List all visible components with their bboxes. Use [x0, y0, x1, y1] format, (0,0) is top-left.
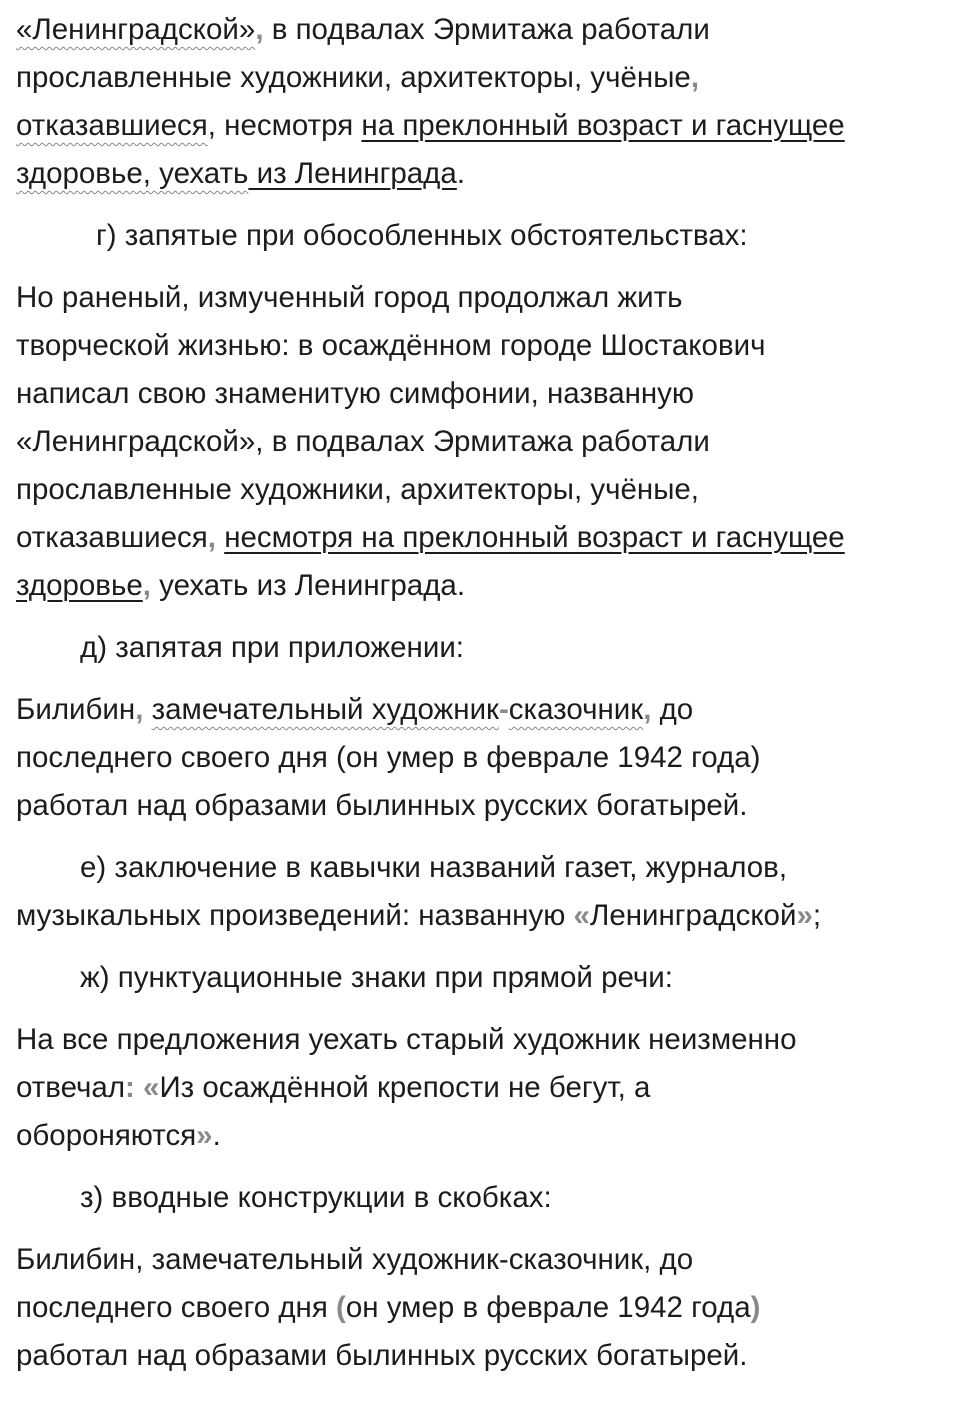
heading-text: ж) пунктуационные знаки при прямой речи: [80, 961, 673, 994]
text-segment: замечательный художник [151, 693, 499, 726]
text-segment: музыкальных произведений: названную [16, 899, 574, 932]
highlighted-quote: » [796, 899, 813, 932]
text-line: прославленные художники, архитекторы, учёные, [16, 473, 699, 506]
highlighted-comma: , [142, 569, 151, 602]
text-segment [216, 521, 224, 554]
section-heading-g [16, 212, 946, 260]
document-page [16, 6, 946, 1380]
paragraph-apposition [16, 686, 946, 830]
section-heading-z [16, 1174, 946, 1222]
highlighted-quote: « [573, 899, 590, 932]
section-heading-e [16, 844, 946, 940]
text-segment: , несмотря [207, 109, 362, 142]
text-segment: до [651, 693, 694, 726]
text-segment: сказочник [508, 693, 644, 726]
text-segment: отвечал [16, 1071, 126, 1104]
text-segment: прославленные художники, архитекторы, учёные [16, 61, 691, 94]
text-line [16, 1112, 946, 1160]
paragraph-direct-speech [16, 1016, 946, 1160]
highlighted-hyphen: - [498, 693, 509, 726]
highlighted-parenthesis: ) [750, 1291, 761, 1324]
highlighted-parenthesis: ( [336, 1291, 346, 1324]
text-line [16, 54, 946, 102]
text-line [16, 686, 946, 734]
text-segment: отказавшиеся [16, 109, 208, 142]
text-line [16, 102, 946, 150]
text-segment: отказавшиеся [16, 521, 208, 554]
paragraph-circumstances [16, 274, 946, 610]
text-line: творческой жизнью: в осаждённом городе Шостакович [16, 329, 766, 362]
text-line [16, 562, 946, 610]
underlined-segment: на преклонный возраст и гаснущее [361, 109, 845, 142]
text-line: работал над образами былинных русских богатырей. [16, 1339, 748, 1372]
text-line [16, 514, 946, 562]
text-segment: «Ленинградской» [16, 13, 256, 46]
text-segment: последнего своего дня [16, 1291, 337, 1324]
underlined-segment: несмотря на преклонный возраст и гаснущее [224, 521, 845, 554]
highlighted-comma: , [207, 521, 216, 554]
text-segment: в подвалах Эрмитажа работали [263, 13, 710, 46]
text-segment: Из осаждённой крепости не бегут, а [159, 1071, 651, 1104]
text-line: На все предложения уехать старый художник неизменно [16, 1023, 797, 1056]
highlighted-comma: , [690, 61, 700, 94]
highlighted-comma: , [135, 693, 144, 726]
text-line [16, 1064, 946, 1112]
text-segment: ; [812, 899, 822, 932]
text-line [16, 150, 946, 198]
paragraph-parentheses [16, 1236, 946, 1380]
text-line: «Ленинградской», в подвалах Эрмитажа работали [16, 425, 710, 458]
text-segment: Билибин [16, 693, 136, 726]
text-line [16, 6, 946, 54]
underlined-segment: из Ленинграда [248, 157, 457, 190]
text-line: Билибин, замечательный художник-сказочник, до [16, 1243, 694, 1276]
highlighted-comma: , [255, 13, 264, 46]
text-segment: уехать из Ленинграда. [150, 569, 466, 602]
heading-text: з) вводные конструкции в скобках: [80, 1181, 552, 1214]
text-line: написал свою знаменитую симфонии, названную [16, 377, 695, 410]
text-segment: . [212, 1119, 221, 1152]
text-line: работал над образами былинных русских богатырей. [16, 789, 748, 822]
section-heading-d [16, 624, 946, 672]
heading-text: г) запятые при обособленных обстоятельствах: [96, 219, 748, 252]
text-segment: Ленинградской [589, 899, 797, 932]
text-segment: здоровье, уехать [16, 157, 249, 190]
text-line [16, 1284, 946, 1332]
underlined-segment: здоровье [16, 569, 143, 602]
heading-text [16, 892, 946, 940]
heading-text: д) запятая при приложении: [80, 631, 464, 664]
heading-text: е) заключение в кавычки названий газет, журналов, [80, 851, 788, 884]
text-segment: он умер в феврале 1942 года [345, 1291, 751, 1324]
text-segment: . [456, 157, 466, 190]
highlighted-punctuation: : « [125, 1071, 160, 1104]
text-line: последнего своего дня (он умер в феврале 1942 года) [16, 741, 761, 774]
highlighted-quote: » [196, 1119, 213, 1152]
text-line: Но раненый, измученный город продолжал жить [16, 281, 683, 314]
paragraph-continuation [16, 6, 946, 198]
text-segment: обороняются [16, 1119, 197, 1152]
highlighted-comma: , [643, 693, 652, 726]
text-segment [143, 693, 151, 726]
section-heading-zh [16, 954, 946, 1002]
